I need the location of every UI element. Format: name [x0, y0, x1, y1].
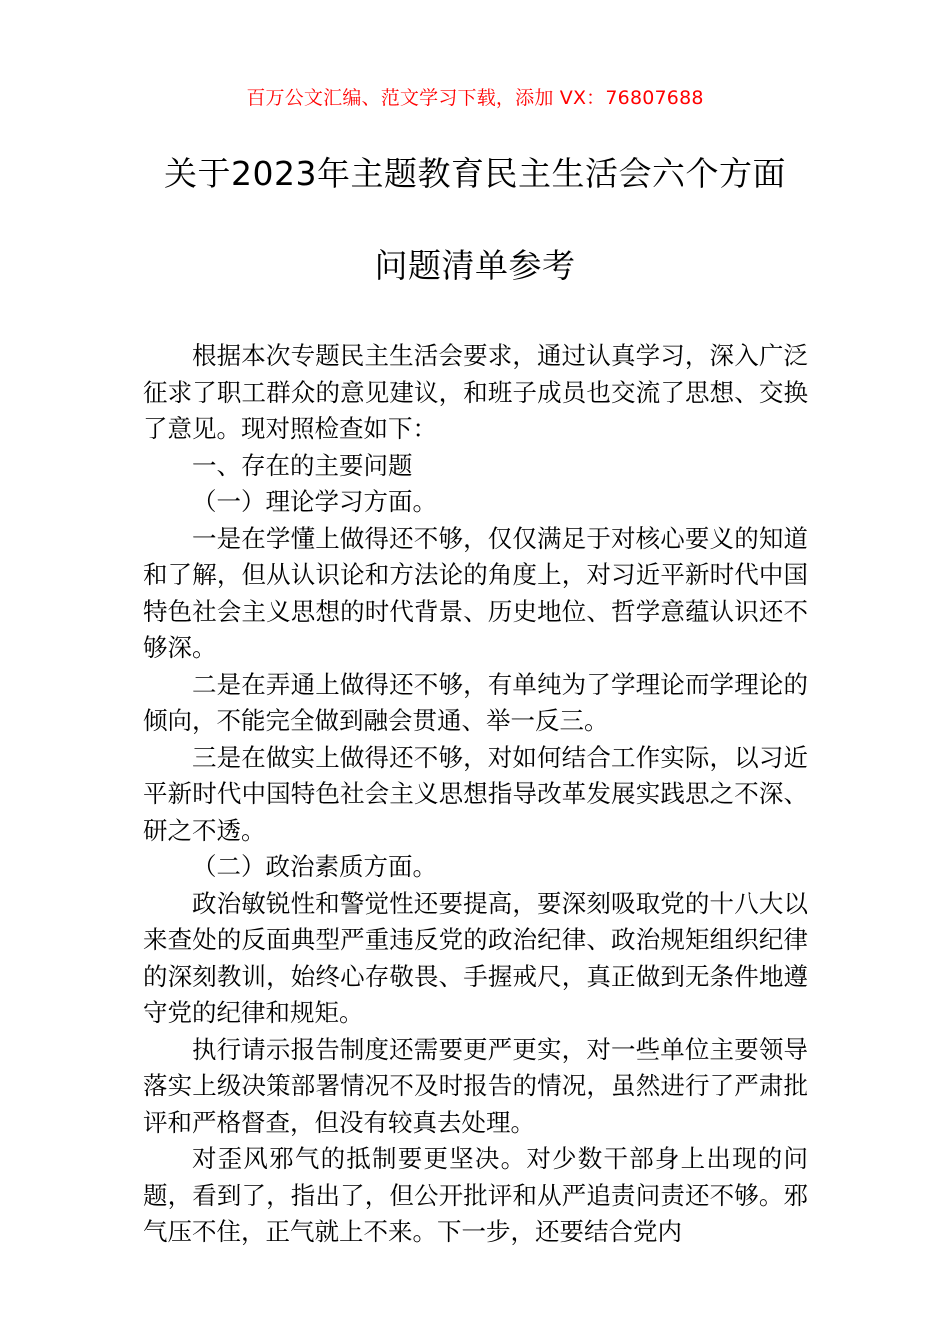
paragraph-theory-point-2: 二是在弄通上做得还不够，有单纯为了学理论而学理论的倾向，不能完全做到融会贯通、举一反三。: [143, 669, 808, 735]
paragraph-intro: 根据本次专题民主生活会要求，通过认真学习，深入广泛征求了职工群众的意见建议，和班子成员也交流了思想、交换了意见。现对照检查如下：: [143, 341, 808, 443]
document-body: [143, 338, 808, 1251]
subsection-heading-theory-study: （一）理论学习方面。: [192, 487, 437, 516]
document-title-line-2: 问题清单参考: [374, 246, 576, 285]
paragraph-theory-point-3: 三是在做实上做得还不够，对如何结合工作实际，以习近平新时代中国特色社会主义思想指导改革发展实践思之不深、研之不透。: [143, 742, 808, 845]
paragraph-political-point-1: 政治敏锐性和警觉性还要提高，要深刻吸取党的十八大以来查处的反面典型严重违反党的政治纪律、政治规矩组织纪律的深刻教训，始终心存敬畏、手握戒尺，真正做到无条件地遵守党的纪律和规矩。: [143, 888, 808, 1027]
document-title-line-1: 关于2023年主题教育民主生活会六个方面: [164, 154, 786, 193]
paragraph-political-point-2: 执行请示报告制度还需要更严更实，对一些单位主要领导落实上级决策部署情况不及时报告的情况，虽然进行了严肃批评和严格督查，但没有较真去处理。: [143, 1034, 808, 1137]
section-heading-main-problems: 一、存在的主要问题: [192, 450, 413, 480]
paragraph-theory-point-1: 一是在学懂上做得还不够，仅仅满足于对核心要义的知道和了解，但从认识论和方法论的角度上，对习近平新时代中国特色社会主义思想的时代背景、历史地位、哲学意蕴认识还不够深。: [143, 523, 808, 662]
subsection-heading-political-quality: （二）政治素质方面。: [192, 852, 437, 881]
header-watermark-note: 百万公文汇编、范文学习下载，添加 VX：76807688: [246, 87, 704, 109]
paragraph-political-point-3: 对歪风邪气的抵制要更坚决。对少数干部身上出现的问题，看到了，指出了，但公开批评和从严追责问责还不够。邪气压不住，正气就上不来。下一步，还要结合党内: [143, 1144, 808, 1246]
